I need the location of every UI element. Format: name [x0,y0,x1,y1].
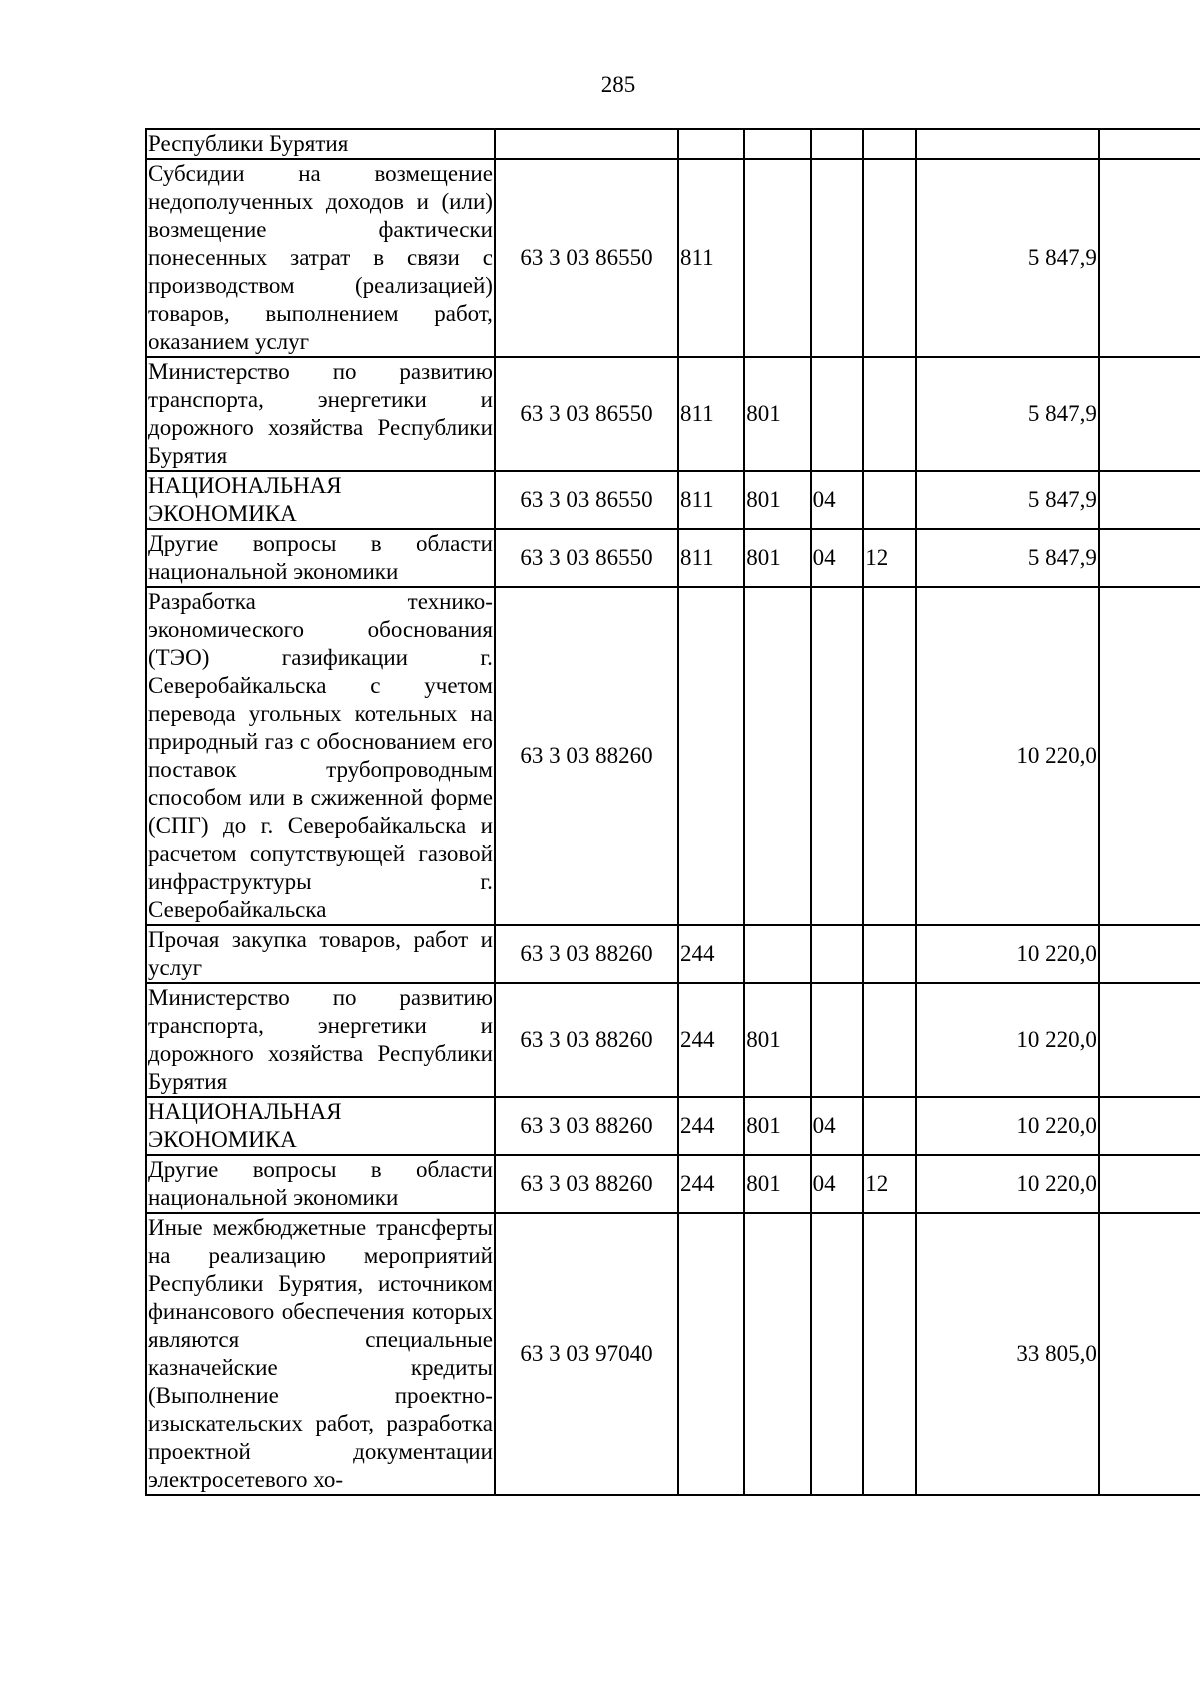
cell-target-article: 63 3 03 86550 [495,529,678,587]
cell-expense-type: 244 [678,983,744,1097]
cell-section: 04 [811,1097,864,1155]
cell-expense-type [678,129,744,159]
cell-name: НАЦИОНАЛЬНАЯ ЭКОНОМИКА [146,1097,495,1155]
cell-subsection [863,129,916,159]
cell-subsection [863,925,916,983]
cell-subsection: 12 [863,1155,916,1213]
cell-amount: 33 805,0 [916,1213,1099,1495]
cell-expense-type: 811 [678,357,744,471]
cell-target-article: 63 3 03 86550 [495,357,678,471]
cell-target-article [495,129,678,159]
table-row [146,1097,1200,1155]
cell-department-code: 801 [744,529,810,587]
cell-department-code [744,159,810,357]
cell-extra [1099,357,1200,471]
table-row [146,529,1200,587]
cell-subsection [863,1097,916,1155]
cell-subsection [863,357,916,471]
cell-expense-type: 811 [678,159,744,357]
cell-amount: 10 220,0 [916,1155,1099,1213]
cell-subsection [863,983,916,1097]
cell-extra [1099,529,1200,587]
cell-extra [1099,1213,1200,1495]
cell-department-code: 801 [744,471,810,529]
cell-expense-type: 244 [678,1155,744,1213]
cell-department-code [744,129,810,159]
cell-amount: 10 220,0 [916,983,1099,1097]
cell-name: Другие вопросы в области национальной экономики [146,1155,495,1213]
cell-target-article: 63 3 03 86550 [495,159,678,357]
cell-department-code: 801 [744,983,810,1097]
table-row [146,357,1200,471]
cell-extra [1099,925,1200,983]
cell-amount: 10 220,0 [916,925,1099,983]
cell-amount: 5 847,9 [916,357,1099,471]
cell-name: Министерство по развитию транспорта, энергетики и дорожного хозяйства Республики Бурятия [146,357,495,471]
cell-expense-type [678,587,744,925]
cell-extra [1099,159,1200,357]
table-row [146,1213,1200,1495]
cell-section: 04 [811,471,864,529]
cell-expense-type [678,1213,744,1495]
cell-department-code: 801 [744,1097,810,1155]
cell-target-article: 63 3 03 88260 [495,1097,678,1155]
table-row [146,471,1200,529]
cell-target-article: 63 3 03 88260 [495,925,678,983]
cell-extra [1099,129,1200,159]
cell-expense-type: 811 [678,471,744,529]
cell-section: 04 [811,1155,864,1213]
cell-name: Разработка технико-экономического обоснования (ТЭО) газификации г. Северобайкальска с учетом перевода угольных котельных на природный газ с обоснованием его поставок трубопроводным способом или в сжиженной форме (СПГ) до г. Северобайкальска и расчетом сопутствующей газовой инфраструктуры г. Северобайкальска [146,587,495,925]
table-row [146,159,1200,357]
cell-name: НАЦИОНАЛЬНАЯ ЭКОНОМИКА [146,471,495,529]
cell-department-code [744,925,810,983]
cell-extra [1099,471,1200,529]
cell-name: Иные межбюджетные трансферты на реализацию мероприятий Республики Бурятия, источником финансового обеспечения которых являются специальные казначейские кредиты (Выполнение проектно-изыскательских работ, разработка проектной документации электросетевого хо- [146,1213,495,1495]
cell-department-code: 801 [744,357,810,471]
cell-subsection [863,471,916,529]
cell-department-code [744,1213,810,1495]
cell-target-article: 63 3 03 88260 [495,587,678,925]
cell-section [811,357,864,471]
cell-section [811,1213,864,1495]
cell-amount [916,129,1099,159]
cell-extra [1099,1097,1200,1155]
cell-target-article: 63 3 03 88260 [495,983,678,1097]
cell-section [811,159,864,357]
table-row [146,983,1200,1097]
cell-extra [1099,587,1200,925]
cell-section [811,129,864,159]
cell-expense-type: 244 [678,1097,744,1155]
cell-subsection: 12 [863,529,916,587]
cell-department-code: 801 [744,1155,810,1213]
cell-amount: 5 847,9 [916,471,1099,529]
cell-extra [1099,1155,1200,1213]
cell-amount: 5 847,9 [916,159,1099,357]
cell-name: Министерство по развитию транспорта, энергетики и дорожного хозяйства Республики Бурятия [146,983,495,1097]
cell-extra [1099,983,1200,1097]
cell-subsection [863,1213,916,1495]
page-number: 285 [600,72,636,97]
cell-name: Субсидии на возмещение недополученных доходов и (или) возмещение фактически понесенных затрат в связи с производством (реализацией) товаров, выполнением работ, оказанием услуг [146,159,495,357]
cell-section [811,983,864,1097]
table-row [146,587,1200,925]
cell-subsection [863,587,916,925]
cell-amount: 10 220,0 [916,587,1099,925]
cell-subsection [863,159,916,357]
cell-target-article: 63 3 03 88260 [495,1155,678,1213]
cell-section: 04 [811,529,864,587]
cell-amount: 5 847,9 [916,529,1099,587]
cell-target-article: 63 3 03 86550 [495,471,678,529]
cell-expense-type: 811 [678,529,744,587]
cell-name: Республики Бурятия [146,129,495,159]
cell-expense-type: 244 [678,925,744,983]
cell-amount: 10 220,0 [916,1097,1099,1155]
table-row [146,129,1200,159]
budget-table [145,128,1200,1496]
cell-section [811,587,864,925]
cell-section [811,925,864,983]
cell-target-article: 63 3 03 97040 [495,1213,678,1495]
cell-name: Прочая закупка товаров, работ и услуг [146,925,495,983]
cell-department-code [744,587,810,925]
table-row [146,1155,1200,1213]
cell-name: Другие вопросы в области национальной экономики [146,529,495,587]
table-row [146,925,1200,983]
